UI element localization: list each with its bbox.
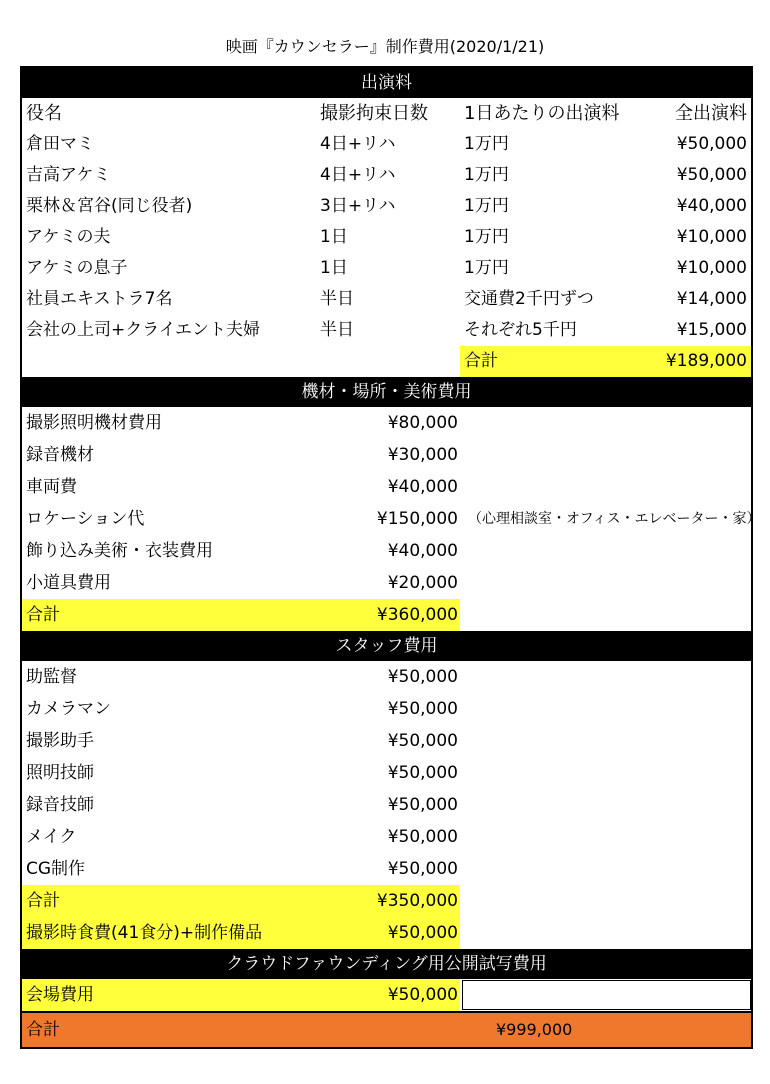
staff-item: 録音技師 — [26, 795, 94, 815]
screening-item: 会場費用 — [26, 985, 94, 1005]
staff-amount: ¥50,000 — [387, 763, 458, 783]
empty-cell — [462, 980, 751, 1010]
cast-column-headers — [22, 98, 751, 129]
cast-row — [22, 284, 751, 315]
equipment-amount: ¥80,000 — [387, 413, 458, 433]
staff-row — [22, 853, 751, 885]
staff-subtotal-label: 合計 — [26, 891, 60, 911]
cast-row — [22, 315, 751, 346]
equipment-item: 飾り込み美術・衣装費用 — [26, 541, 213, 561]
staff-item: 照明技師 — [26, 763, 94, 783]
grand-total-row — [22, 1011, 751, 1047]
equipment-amount: ¥20,000 — [387, 573, 458, 593]
page-title: 映画『カウンセラー』制作費用(2020/1/21) — [225, 37, 545, 56]
cast-role: 倉田マミ — [26, 134, 94, 154]
equipment-row — [22, 407, 751, 439]
staff-amount: ¥50,000 — [387, 699, 458, 719]
equipment-subtotal-label: 合計 — [26, 605, 60, 625]
equipment-amount: ¥40,000 — [387, 477, 458, 497]
header-total: 全出演料 — [675, 103, 747, 124]
cast-role: アケミの夫 — [26, 227, 111, 247]
cast-rate: 1万円 — [464, 196, 509, 216]
equipment-amount: ¥30,000 — [387, 445, 458, 465]
staff-amount: ¥50,000 — [387, 795, 458, 815]
cast-role: 会社の上司+クライエント夫婦 — [26, 320, 261, 340]
header-days: 撮影拘束日数 — [320, 103, 428, 124]
staff-row — [22, 757, 751, 789]
grand-total-amount: ¥999,000 — [496, 1020, 573, 1039]
cast-days: 半日 — [320, 320, 354, 340]
equipment-subtotal-amount: ¥360,000 — [376, 605, 458, 625]
equipment-subtotal-row — [22, 599, 751, 631]
cast-rate: 1万円 — [464, 165, 509, 185]
cast-total: ¥14,000 — [676, 289, 747, 309]
equipment-row — [22, 439, 751, 471]
cast-total: ¥50,000 — [676, 134, 747, 154]
staff-row — [22, 661, 751, 693]
location-note: （心理相談室・オフィス・エレベーター・家） — [468, 511, 761, 527]
cast-role: 栗林＆宮谷(同じ役者) — [26, 196, 193, 216]
staff-item: カメラマン — [26, 699, 111, 719]
staff-subtotal-amount: ¥350,000 — [376, 891, 458, 911]
screening-row — [22, 979, 751, 1011]
cast-subtotal-row — [22, 346, 751, 377]
cast-role: 吉高アケミ — [26, 165, 111, 185]
cast-row — [22, 222, 751, 253]
staff-amount: ¥50,000 — [387, 827, 458, 847]
meals-amount: ¥50,000 — [387, 923, 458, 943]
section-header-equipment: 機材・場所・美術費用 — [22, 377, 751, 407]
cast-days: 1日 — [320, 227, 348, 247]
budget-table — [20, 66, 761, 1049]
section-header-screening: クラウドファウンディング用公開試写費用 — [22, 949, 751, 979]
cast-role: アケミの息子 — [26, 258, 128, 278]
equipment-row — [22, 471, 751, 503]
equipment-item: 車両費 — [26, 477, 77, 497]
staff-row — [22, 821, 751, 853]
cast-row — [22, 129, 751, 160]
cast-subtotal-amount: ¥189,000 — [665, 351, 747, 371]
cast-days: 半日 — [320, 289, 354, 309]
staff-amount: ¥50,000 — [387, 731, 458, 751]
grand-total-label: 合計 — [26, 1020, 60, 1040]
header-rate: 1日あたりの出演料 — [464, 103, 620, 124]
equipment-item: 小道具費用 — [26, 573, 111, 593]
staff-item: CG制作 — [26, 859, 86, 879]
cast-rate: 交通費2千円ずつ — [464, 289, 594, 309]
equipment-row — [22, 567, 751, 599]
equipment-row — [22, 503, 761, 535]
cast-days: 4日+リハ — [320, 134, 396, 154]
cast-days: 1日 — [320, 258, 348, 278]
cast-days: 3日+リハ — [320, 196, 396, 216]
cast-total: ¥15,000 — [676, 320, 747, 340]
staff-amount: ¥50,000 — [387, 859, 458, 879]
equipment-item: 録音機材 — [26, 445, 94, 465]
meals-row — [22, 917, 751, 949]
section-header-cast: 出演料 — [22, 68, 751, 98]
cast-total: ¥10,000 — [676, 227, 747, 247]
staff-row — [22, 789, 751, 821]
equipment-item: ロケーション代 — [26, 509, 145, 529]
staff-amount: ¥50,000 — [387, 667, 458, 687]
equipment-amount: ¥150,000 — [376, 509, 458, 529]
header-role: 役名 — [26, 103, 62, 124]
cast-rate: 1万円 — [464, 258, 509, 278]
cast-total: ¥50,000 — [676, 165, 747, 185]
cast-subtotal-label: 合計 — [464, 351, 498, 371]
screening-amount: ¥50,000 — [387, 985, 458, 1005]
staff-item: 助監督 — [26, 667, 77, 687]
cast-row — [22, 160, 751, 191]
staff-row — [22, 725, 751, 757]
cast-row — [22, 253, 751, 284]
equipment-amount: ¥40,000 — [387, 541, 458, 561]
equipment-item: 撮影照明機材費用 — [26, 413, 162, 433]
cast-rate: 1万円 — [464, 227, 509, 247]
cast-role: 社員エキストラ7名 — [26, 289, 173, 309]
cast-days: 4日+リハ — [320, 165, 396, 185]
cast-total: ¥10,000 — [676, 258, 747, 278]
staff-item: 撮影助手 — [26, 731, 94, 751]
staff-row — [22, 693, 751, 725]
cast-rate: 1万円 — [464, 134, 509, 154]
staff-subtotal-row — [22, 885, 751, 917]
section-header-staff: スタッフ費用 — [22, 631, 751, 661]
cast-total: ¥40,000 — [676, 196, 747, 216]
cast-row — [22, 191, 751, 222]
staff-item: メイク — [26, 827, 77, 847]
cast-rate: それぞれ5千円 — [464, 320, 577, 340]
equipment-row — [22, 535, 751, 567]
meals-label: 撮影時食費(41食分)+制作備品 — [26, 923, 263, 943]
